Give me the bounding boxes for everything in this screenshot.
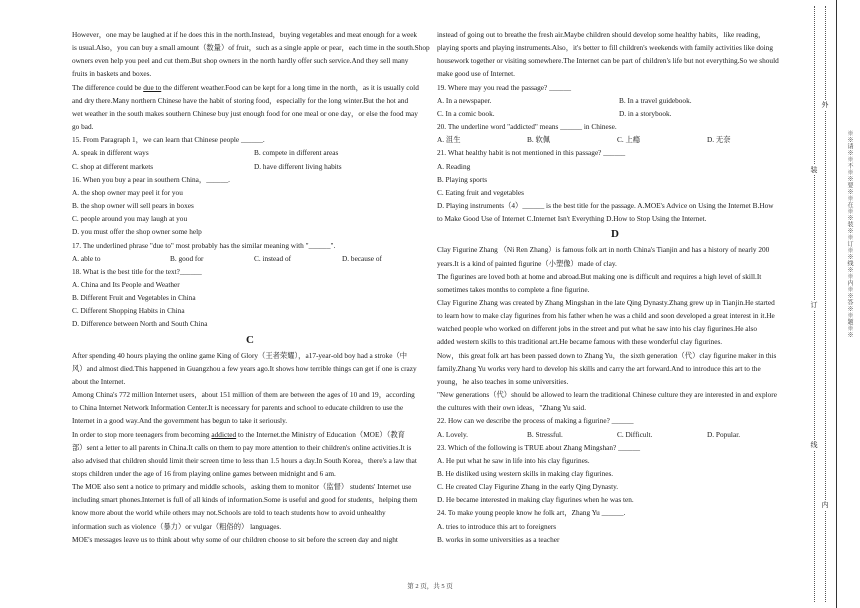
option: A. He put what he saw in life into his clay figurines. bbox=[437, 455, 590, 465]
passage-line: Now，this great folk art has been passed down to Zhang Yu，the sixth generation（代）clay figurine maker in this bbox=[437, 350, 777, 360]
option: D. Difference between North and South China bbox=[72, 319, 208, 329]
passage-line: stops children under the age of 16 from playing online games between midnight and 6 am. bbox=[72, 469, 336, 478]
q20-options: A. 沮生 B. 软佩 C. 上瘾 D. 无奈 bbox=[437, 135, 731, 145]
dotted-line-inner bbox=[825, 6, 826, 602]
question-18: 18. What is the best title for the text?______ bbox=[72, 266, 202, 276]
passage-line: is usual.Also，you can buy a small amount（数量）of fruit，such as a single apple or pear，each time in the south.Shop bbox=[72, 43, 430, 53]
option: A. China and Its People and Weather bbox=[72, 279, 180, 289]
passage-line: playing sports and playing instruments.Also，it's better to fill children's weekends with family activities like doing bbox=[437, 43, 774, 53]
question-16: 16. When you buy a pear in southern China，______. bbox=[72, 174, 230, 184]
option: C. He created Clay Figurine Zhang in the early Qing Dynasty. bbox=[437, 482, 619, 492]
option: A. the shop owner may peel it for you bbox=[72, 187, 183, 197]
binding-warning-note: ※※请※※不※※要※※在※※装※※订※※线※※内※※答※※题※※ bbox=[846, 130, 852, 338]
passage-line: Clay Figurine Zhang （Ni Ren Zhang）is famous folk art in north China's Tianjin and has a history of nearly 200 bbox=[437, 245, 770, 255]
q15-options-row1: A. speak in different ways B. compete in different areas bbox=[72, 148, 339, 158]
section-c-heading: C bbox=[246, 333, 254, 346]
passage-line: Internet in a good way.And the government has begun to take it seriously. bbox=[72, 416, 288, 426]
q21-option-d-cont: to Make Good Use of Internet C.Internet Isn't Everything D.How to Stop Using the Internet. bbox=[437, 214, 707, 224]
passage-c-text-cont bbox=[72, 441, 428, 546]
binding-label-zhuang: 装 bbox=[804, 165, 824, 175]
option: D. He became interested in making clay figurines when he was ten. bbox=[437, 495, 634, 505]
passage-line: The difference could be due to the different weather.Food can be kept for a long time in the north，as it is usually cold bbox=[72, 82, 419, 92]
option: B. He disliked using western skills in making clay figurines. bbox=[437, 469, 614, 478]
q22-options: A. Lovely. B. Stressful. C. Difficult. D. Popular. bbox=[437, 429, 741, 439]
passage-line: sometimes takes months to complete a fine figurine. bbox=[437, 284, 590, 294]
passage-line: The figurines are loved both at home and abroad.But making one is difficult and requires a high level of skill.It bbox=[437, 271, 762, 281]
option: C. Eating fruit and vegetables bbox=[437, 187, 524, 197]
option: C. people around you may laugh at you bbox=[72, 214, 188, 224]
binding-label-wai: 外 bbox=[815, 100, 835, 110]
margin-rule bbox=[836, 0, 837, 608]
option: C. Different Shopping Habits in China bbox=[72, 306, 185, 316]
binding-margin bbox=[800, 0, 860, 608]
q19-options-row1: A. In a newspaper. B. In a travel guidebook. bbox=[437, 95, 692, 105]
passage-line: After spending 40 hours playing the online game King of Glory（王者荣耀），a17-year-old boy had a stroke（中 bbox=[72, 350, 408, 360]
passage-line: also advised that children should limit their screen time to less than 1.5 hours a day.In South Korea，there's a law that bbox=[72, 455, 417, 465]
section-d-heading: D bbox=[611, 228, 619, 241]
q19-options-row2: C. In a comic book. D. in a storybook. bbox=[437, 108, 672, 118]
option: B. Playing sports bbox=[437, 174, 488, 184]
option: B. Different Fruit and Vegetables in China bbox=[72, 293, 196, 303]
passage-line: instead of going out to breathe the fresh air.Maybe children should develop some healthy habits，like reading， bbox=[437, 30, 766, 39]
underlined-phrase: due to bbox=[143, 82, 162, 92]
passage-line: 风）and almost died.This happened in Guangzhou a few years ago.It shows how terrible things can get if one is crazy bbox=[72, 363, 417, 373]
passage-line: housework together or visiting somewhere.The Internet can be part of children's life but not everything.So we should bbox=[437, 56, 779, 66]
passage-line: family.Zhang Yu works very hard to develop his skills and carry the art forward.And to introduce this art to the bbox=[437, 363, 761, 373]
passage-line: added western skills to this traditional art.He became famous with these wonderful clay figurines. bbox=[437, 337, 723, 347]
question-19: 19. Where may you read the passage? ______ bbox=[437, 82, 572, 92]
question-22: 22. How can we describe the process of making a figurine? ______ bbox=[437, 416, 634, 426]
passage-line: wet weather in the south makes southern Chinese buy just enough food for one meal or one day，or else the food may bbox=[72, 108, 418, 118]
passage-line: young，he also teaches in some universities. bbox=[437, 376, 569, 386]
question-20: 20. The underline word "addicted" means ______ in Chinese. bbox=[437, 122, 617, 132]
passage-line: Clay Figurine Zhang was created by Zhang Mingshan in the late Qing Dynasty.Zhang grew up in Tianjin.He started bbox=[437, 297, 775, 307]
passage-line: "New generations（代）should be allowed to learn the traditional Chinese culture they are interested in and explore bbox=[437, 390, 777, 400]
passage-line: MOE's messages leave us to think about why some of our children choose to sit before the screen day and night bbox=[72, 534, 398, 544]
passage-line: information such as violence（暴力）or vulgar（粗俗的） languages. bbox=[72, 521, 282, 531]
q18-options bbox=[72, 278, 428, 331]
binding-label-ding: 订 bbox=[804, 300, 824, 310]
passage-line: to learn how to make clay figurines from his father when he was a child and soon developed a great interest in it.He bbox=[437, 311, 775, 321]
passage-line: to China Internet Network Information Center.It is necessary for parents and school to educate children to use the bbox=[72, 403, 404, 413]
option: A. tries to introduce this art to foreigners bbox=[437, 521, 557, 531]
underlined-word: addicted bbox=[211, 429, 237, 439]
passage-line: fruits in baskets and boxes. bbox=[72, 69, 152, 79]
question-15: 15. From Paragraph 1，we can learn that Chinese people ______. bbox=[72, 135, 265, 145]
option: D. you must offer the shop owner some help bbox=[72, 227, 202, 237]
page-footer: 第 2 页，共 5 页 bbox=[407, 583, 453, 590]
q24-options bbox=[437, 520, 793, 546]
q15-options-row2: C. shop at different markets D. have different living habits bbox=[72, 161, 342, 171]
q21-option-d: D. Playing instruments（4）______ is the best title for the passage. A.MOE's Advice on Using the Internet B.How bbox=[437, 201, 774, 211]
passage-c-end bbox=[437, 28, 793, 81]
passage-b-text bbox=[72, 28, 428, 81]
q23-options bbox=[437, 454, 793, 507]
question-24: 24. To make young people know he folk art，Zhang Yu ______. bbox=[437, 508, 626, 518]
passage-d-text bbox=[437, 243, 793, 414]
passage-line: years.It is a kind of painted figurine（小塑像）made of clay. bbox=[437, 258, 617, 268]
question-23: 23. Which of the following is TRUE about Zhang Mingshan? ______ bbox=[437, 442, 641, 452]
binding-label-xian: 线 bbox=[804, 440, 824, 450]
passage-line: owners even help you peel and cut them.But shop owners in the north hardly offer such service.And they sell many bbox=[72, 56, 409, 66]
passage-line: go bad. bbox=[72, 122, 94, 132]
passage-line: 部）sent a letter to all parents in China.It calls on them to pay more attention to their children's online activities.It is bbox=[72, 442, 412, 452]
option: B. works in some universities as a teacher bbox=[437, 534, 560, 544]
binding-label-nei: 内 bbox=[815, 500, 835, 510]
question-17: 17. The underlined phrase "due to" most probably has the similar meaning with "______". bbox=[72, 240, 336, 250]
option: A. Reading bbox=[437, 161, 471, 171]
passage-line: In order to stop more teenagers from becoming addicted to the Internet.the Ministry of Education（MOE）（教育 bbox=[72, 429, 405, 439]
q16-options bbox=[72, 186, 428, 239]
right-column bbox=[437, 28, 793, 546]
q21-options bbox=[437, 160, 793, 199]
passage-c-text bbox=[72, 349, 428, 428]
passage-line: Among China's 772 million Internet users，about 151 million of them are between the ages of 10 and 19，according bbox=[72, 390, 415, 400]
passage-line: However，one may be laughed at if he does this in the north.Instead，buying vegetables and meat enough for a week bbox=[72, 30, 418, 39]
passage-line: and dry there.Many northern Chinese have the habit of storing food，especially for the long winter.But the hot and bbox=[72, 95, 409, 105]
passage-line: including smart phones.Internet is full of all kinds of information.Some is useful and good for students，helping them bbox=[72, 495, 418, 505]
passage-line: about the Internet. bbox=[72, 376, 126, 386]
question-21: 21. What healthy habit is not mentioned in this passage? ______ bbox=[437, 148, 626, 158]
passage-b-text-cont bbox=[72, 94, 428, 133]
passage-line: watched people who worked on different jobs in the street and put what he saw into his clay figurines.He also bbox=[437, 324, 758, 334]
q17-options: A. able to B. good for C. instead of D. because of bbox=[72, 253, 382, 263]
passage-line: The MOE also sent a notice to primary and middle schools，asking them to monitor（监督） students' Internet use bbox=[72, 482, 412, 492]
option: B. the shop owner will sell pears in boxes bbox=[72, 201, 194, 211]
passage-line: the cultures with their own ideas，"Zhang Yu said. bbox=[437, 403, 587, 413]
passage-line: know more about the world while others may not.Schools are told to teach students how to avoid unhealthy bbox=[72, 508, 386, 518]
left-column bbox=[72, 28, 428, 546]
passage-line: make good use of Internet. bbox=[437, 69, 516, 79]
